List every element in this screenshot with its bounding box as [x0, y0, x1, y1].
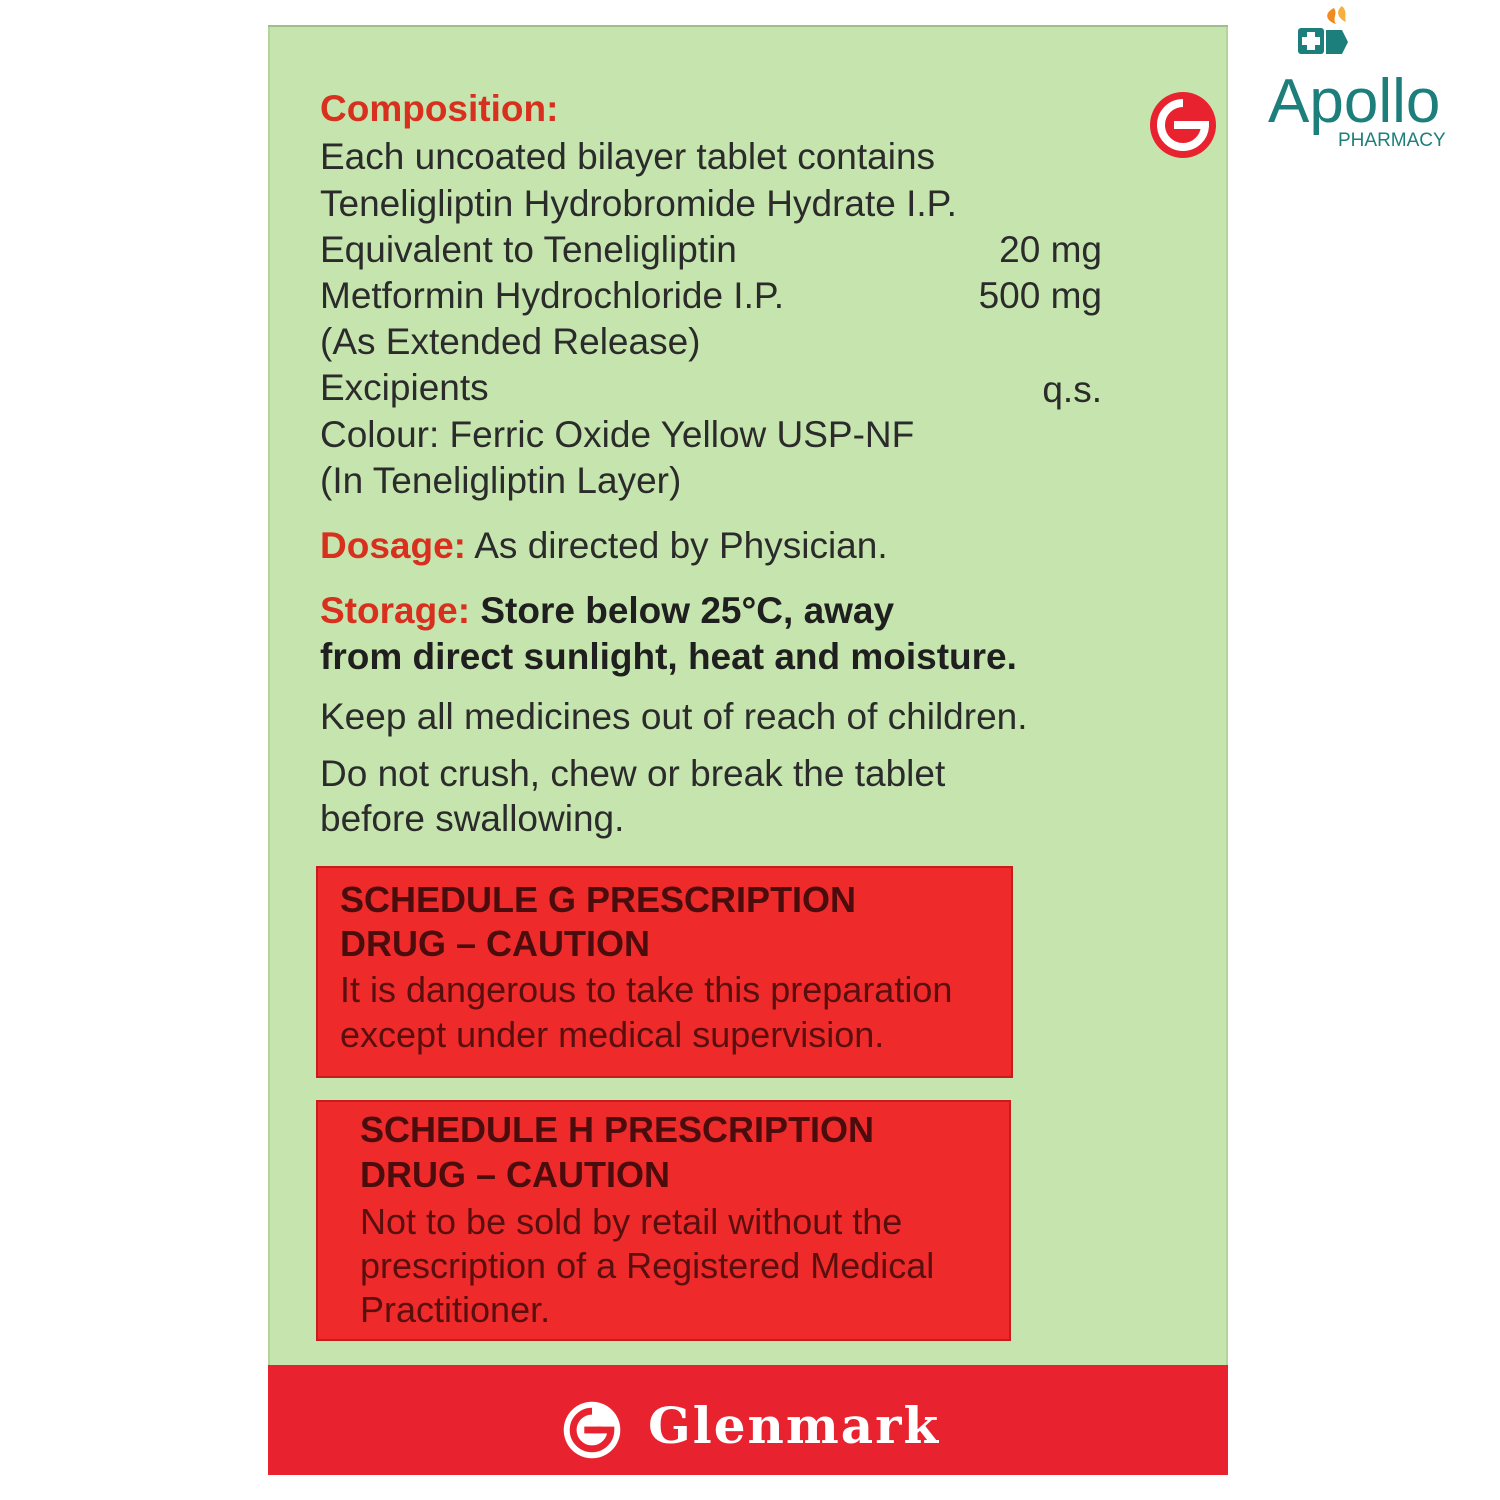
composition-colour-note: (In Teneligliptin Layer) — [320, 460, 682, 501]
composition-heading: Composition: — [320, 88, 559, 129]
storage-heading: Storage: — [320, 590, 471, 631]
schedule-h-title-1: SCHEDULE H PRESCRIPTION — [360, 1109, 875, 1150]
crush-warning-2: before swallowing. — [320, 798, 625, 839]
crush-warning-1: Do not crush, chew or break the tablet — [320, 753, 946, 794]
schedule-g-title-2: DRUG – CAUTION — [340, 923, 651, 964]
storage-line-1: Store below 25°C, away — [480, 590, 895, 631]
composition-excipients-name: Excipients — [320, 367, 489, 408]
schedule-h-text-3: Practitioner. — [360, 1289, 551, 1330]
composition-item-name: Equivalent to Teneligliptin — [320, 229, 737, 270]
glenmark-logo-icon — [1148, 90, 1218, 160]
manufacturer-name: Glenmark — [648, 1396, 941, 1455]
storage-row — [320, 588, 894, 634]
schedule-g-text-1: It is dangerous to take this preparation — [340, 969, 953, 1010]
composition-item-amount: 20 mg — [999, 229, 1102, 270]
composition-excipients-amount: q.s. — [1042, 369, 1102, 410]
box-top-edge — [268, 25, 1228, 27]
dosage-text: As directed by Physician. — [474, 525, 888, 566]
children-warning: Keep all medicines out of reach of children. — [320, 696, 1028, 737]
schedule-g-title-1: SCHEDULE G PRESCRIPTION — [340, 879, 857, 920]
composition-item-name: Metformin Hydrochloride I.P. — [320, 275, 785, 316]
dosage-heading: Dosage: — [320, 525, 466, 566]
composition-line-2: Teneligliptin Hydrobromide Hydrate I.P. — [320, 183, 957, 224]
composition-line-1: Each uncoated bilayer tablet contains — [320, 136, 936, 177]
schedule-h-box — [316, 1100, 1011, 1341]
schedule-h-title-2: DRUG – CAUTION — [360, 1154, 671, 1195]
schedule-g-box — [316, 866, 1013, 1078]
composition-colour: Colour: Ferric Oxide Yellow USP-NF — [320, 414, 915, 455]
storage-line-2: from direct sunlight, heat and moisture. — [320, 636, 1017, 677]
schedule-g-text-2: except under medical supervision. — [340, 1014, 885, 1055]
composition-extended: (As Extended Release) — [320, 321, 701, 362]
apollo-pharmacy-logo — [1262, 0, 1482, 160]
schedule-h-text-1: Not to be sold by retail without the — [360, 1201, 903, 1242]
apollo-sub: PHARMACY — [1338, 130, 1446, 151]
schedule-h-text-2: prescription of a Registered Medical — [360, 1245, 935, 1286]
glenmark-logo-icon — [562, 1400, 622, 1460]
apollo-cross-icon — [1298, 6, 1348, 54]
apollo-name: Apollo — [1268, 67, 1441, 136]
dosage-row — [320, 523, 888, 569]
composition-item-amount: 500 mg — [978, 275, 1102, 316]
